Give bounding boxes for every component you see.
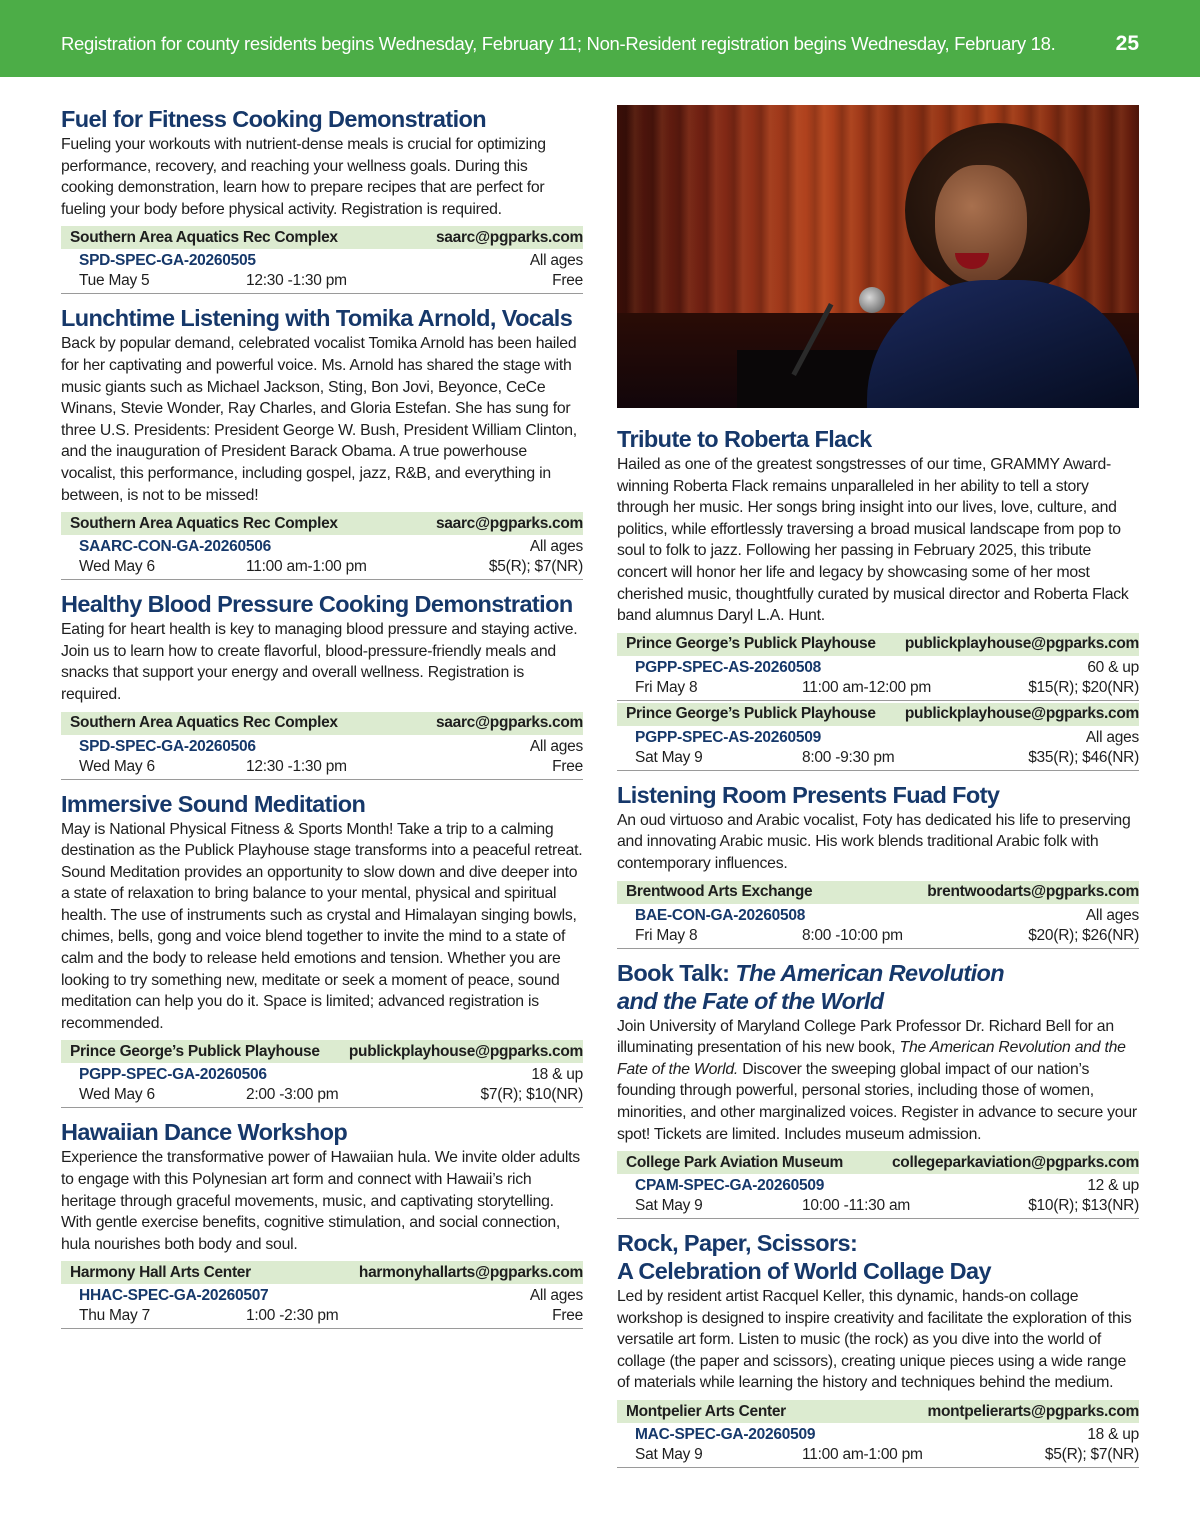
event-hawaiian-dance: [61, 1118, 583, 1329]
venue-name: College Park Aviation Museum: [626, 1153, 843, 1171]
header-bar: [0, 0, 1200, 77]
venue-name: Brentwood Arts Exchange: [626, 883, 813, 901]
microphone-icon: [859, 287, 885, 313]
venue-bar: [617, 881, 1139, 904]
venue-bar: [617, 1400, 1139, 1423]
desc-part1: Join University of Maryland College Park Professor Dr. Richard Bell for an illuminating presentation of his new book,: [617, 1017, 1114, 1057]
session-day: Fri May 8: [635, 678, 698, 696]
session-fee: $5(R); $7(NR): [488, 558, 583, 576]
venue-bar: [61, 712, 583, 735]
session-day: Tue May 5: [79, 272, 150, 290]
event-description: May is National Physical Fitness & Sports Month! Take a trip to a calming destination as the Publick Playhouse stage transforms into a peaceful retreat. Sound Meditation provides an opportunity to slow down and dive deeper into a state of relaxation to bring balance to your mental, physical and spiritual health. The use of instruments such as crystal and Himalayan singing bowls, chimes, bells, gong and voice blend together to invite the mind to a state of calm and the body to release held emotions and tension. Whether you are looking to try something new, meditate or seek a moment of peace, sound meditation can help you do it. Space is limited; advanced registration is recommended.: [61, 820, 583, 1032]
venue-bar: [617, 1151, 1139, 1174]
age-range: All ages: [529, 1287, 583, 1305]
age-range: 18 & up: [531, 1066, 583, 1084]
course-code: PGPP-SPEC-GA-20260506: [79, 1066, 267, 1084]
venue-bar: [61, 512, 583, 535]
venue-email-link[interactable]: publickplayhouse@pgparks.com: [904, 635, 1139, 653]
session-row: [61, 249, 583, 294]
event-description: [617, 1016, 1139, 1146]
desc-book-title: The American Revolution and the Fate of the World.: [617, 1039, 1126, 1078]
session-time: 1:00 -2:30 pm: [246, 1307, 339, 1325]
session-day: Wed May 6: [79, 558, 155, 576]
venue-email-link[interactable]: publickplayhouse@pgparks.com: [904, 705, 1139, 723]
session-row: [61, 1284, 583, 1329]
venue-name: Prince George’s Publick Playhouse: [626, 635, 876, 653]
event-healthy-blood-pressure: [61, 590, 583, 779]
venue-email-link[interactable]: saarc@pgparks.com: [435, 514, 583, 532]
right-column: [617, 105, 1139, 1478]
age-range: 12 & up: [1087, 1177, 1139, 1195]
course-code: PGPP-SPEC-AS-20260509: [635, 728, 822, 746]
course-code: MAC-SPEC-GA-20260509: [635, 1426, 816, 1444]
session-time: 12:30 -1:30 pm: [246, 757, 347, 775]
course-code: SPD-SPEC-GA-20260506: [79, 737, 256, 755]
event-title-line2: A Celebration of World Collage Day: [617, 1258, 991, 1285]
event-description: Led by resident artist Racquel Keller, this dynamic, hands-on collage workshop is designed to inspire creativity and facilitate the exploration of this versatile art form. Listen to music (the rock) as you dive into the world of collage (the paper and scissors), creating unique pieces using a wide range of materials while learning the history and techniques behind the medium.: [617, 1288, 1132, 1392]
session-row: [61, 735, 583, 780]
venue-bar: [61, 226, 583, 249]
venue-name: Harmony Hall Arts Center: [70, 1263, 251, 1281]
age-range: All ages: [529, 252, 583, 270]
page-number: 25: [1115, 32, 1139, 55]
session-fee: Free: [552, 1307, 583, 1325]
session-fee: $35(R); $46(NR): [1028, 748, 1139, 766]
venue-name: Southern Area Aquatics Rec Complex: [70, 514, 338, 532]
venue-name: Prince George’s Publick Playhouse: [70, 1042, 320, 1060]
age-range: All ages: [1085, 906, 1139, 924]
performer-photo: [617, 105, 1139, 408]
session-day: Fri May 8: [635, 926, 698, 944]
course-code: HHAC-SPEC-GA-20260507: [79, 1287, 269, 1305]
venue-email-link[interactable]: collegeparkaviation@pgparks.com: [891, 1153, 1139, 1171]
venue-email-link[interactable]: harmonyhallarts@pgparks.com: [358, 1263, 583, 1281]
event-title: Rock, Paper, Scissors:: [617, 1230, 858, 1257]
event-book-talk: [617, 959, 1139, 1220]
event-title-line2: [617, 987, 1139, 1015]
event-sound-meditation: [61, 790, 583, 1109]
event-title: Immersive Sound Meditation: [61, 790, 366, 817]
session-row: [617, 904, 1139, 949]
left-column: [61, 105, 583, 1339]
session-fee: $10(R); $13(NR): [1028, 1197, 1139, 1215]
venue-bar: [617, 703, 1139, 726]
age-range: All ages: [1085, 728, 1139, 746]
venue-email-link[interactable]: montpelierarts@pgparks.com: [927, 1402, 1139, 1420]
event-fuad-foty: [617, 781, 1139, 949]
venue-bar: [61, 1261, 583, 1284]
session-fee: $5(R); $7(NR): [1044, 1446, 1139, 1464]
session-day: Sat May 9: [635, 1197, 703, 1215]
venue-name: Southern Area Aquatics Rec Complex: [70, 714, 338, 731]
event-title: Listening Room Presents Fuad Foty: [617, 781, 1000, 808]
venue-name: Montpelier Arts Center: [626, 1402, 786, 1420]
session-fee: Free: [552, 757, 583, 775]
session-time: 11:00 am-1:00 pm: [802, 1446, 923, 1464]
session-day: Wed May 6: [79, 1086, 155, 1104]
event-description: Back by popular demand, celebrated vocalist Tomika Arnold has been hailed for her captivating and powerful voice. Ms. Arnold has shared the stage with music giants such as Michael Jackson, Sting, Bon Jovi, Beyonce, CeCe Winans, Stevie Wonder, Ray Charles, and Gloria Estefan. She has sung for three U.S. Presidents: President George W. Bush, President William Clinton, and the inauguration of President Barack Obama. A true powerhouse vocalist, this performance, including gospel, jazz, R&B, and everything in between, is not to be missed!: [61, 335, 577, 504]
event-title: Lunchtime Listening with Tomika Arnold, Vocals: [61, 305, 573, 332]
venue-bar: [617, 633, 1139, 656]
venue-email-link[interactable]: saarc@pgparks.com: [435, 228, 583, 246]
session-row: [617, 656, 1139, 701]
session-row: [617, 726, 1139, 771]
session-fee: $20(R); $26(NR): [1028, 926, 1139, 944]
session-day: Thu May 7: [79, 1307, 150, 1325]
session-time: 11:00 am-1:00 pm: [246, 558, 367, 576]
session-time: 11:00 am-12:00 pm: [802, 678, 932, 696]
age-range: All ages: [529, 538, 583, 556]
event-description: Fueling your workouts with nutrient-dense meals is crucial for optimizing performance, recovery, and reaching your wellness goals. During this cooking demonstration, learn how to prepare recipes that are perfect for fueling your body before physical activity. Registration is required.: [61, 136, 546, 218]
event-title: Hawaiian Dance Workshop: [61, 1119, 348, 1146]
event-title: Fuel for Fitness Cooking Demonstration: [61, 106, 487, 132]
desc-part2: Discover the sweeping global impact of our nation’s founding through powerful, personal stories, including those of women, minorities, and other marginalized voices. Register in advance to secure your spot! Tickets are limited. Includes museum admission.: [617, 1060, 1137, 1143]
age-range: 60 & up: [1087, 658, 1139, 676]
venue-email-link[interactable]: brentwoodarts@pgparks.com: [927, 883, 1139, 901]
venue-email-link[interactable]: publickplayhouse@pgparks.com: [348, 1042, 583, 1060]
session-time: 10:00 -11:30 am: [802, 1197, 910, 1215]
event-fuel-for-fitness: [61, 105, 583, 294]
event-description: Eating for heart health is key to managing blood pressure and staying active. Join us to learn how to create flavorful, blood-pressure-friendly meals and snacks that support your energy and overall wellness. Registration is required.: [61, 621, 578, 703]
session-row: [61, 1063, 583, 1108]
session-day: Sat May 9: [635, 748, 703, 766]
course-code: SPD-SPEC-GA-20260505: [79, 252, 256, 270]
session-fee: Free: [552, 272, 583, 290]
event-collage-day: [617, 1229, 1139, 1468]
book-title-line1: The American Revolution: [735, 959, 1005, 986]
book-title-line2: and the Fate of the World: [617, 987, 884, 1014]
course-code: PGPP-SPEC-AS-20260508: [635, 658, 822, 676]
registration-banner: Registration for county residents begins Wednesday, February 11; Non-Resident registration begins Wednesday, February 18.: [61, 33, 1056, 54]
session-day: Sat May 9: [635, 1446, 703, 1464]
session-time: 12:30 -1:30 pm: [246, 272, 347, 290]
venue-name: Prince George’s Publick Playhouse: [626, 705, 876, 723]
course-code: SAARC-CON-GA-20260506: [79, 538, 272, 556]
age-range: All ages: [529, 737, 583, 755]
event-title: Healthy Blood Pressure Cooking Demonstration: [61, 591, 573, 618]
session-time: 8:00 -9:30 pm: [802, 748, 895, 766]
event-description: Hailed as one of the greatest songstresses of our time, GRAMMY Award-winning Roberta Flack remains unparalleled in her ability to tell a story through her music. Her songs bring insight into our lives, love, culture, and politics, while effortlessly traversing a broad musical landscape from pop to soul to folk to jazz. Following her passing in February 2025, this tribute concert will honor her life and legacy by showcasing some of her most cherished music, thoughtfully curated by musical director and Roberta Flack band alumnus Daryl L.A. Hunt.: [617, 456, 1129, 625]
session-fee: $7(R); $10(NR): [480, 1086, 583, 1104]
venue-name: Southern Area Aquatics Rec Complex: [70, 228, 338, 246]
session-time: 2:00 -3:00 pm: [246, 1086, 339, 1104]
age-range: 18 & up: [1087, 1426, 1139, 1444]
event-description: An oud virtuoso and Arabic vocalist, Foty has dedicated his life to preserving and innovating Arabic music. His work blends traditional Arabic folk with contemporary influences.: [617, 811, 1131, 872]
venue-bar: [61, 1040, 583, 1063]
event-description: Experience the transformative power of Hawaiian hula. We invite older adults to engage with this Polynesian art form and connect with Hawaii’s rich heritage through graceful movements, music, and captivating storytelling. With gentle exercise benefits, cognitive stimulation, and social connection, hula nourishes both body and soul.: [61, 1149, 580, 1253]
session-row: [61, 535, 583, 580]
session-row: [617, 1423, 1139, 1468]
event-title: Tribute to Roberta Flack: [617, 426, 872, 452]
session-fee: $15(R); $20(NR): [1028, 678, 1139, 696]
title-prefix: Book Talk:: [617, 959, 736, 986]
course-code: BAE-CON-GA-20260508: [635, 906, 806, 924]
session-day: Wed May 6: [79, 757, 155, 775]
session-time: 8:00 -10:00 pm: [802, 926, 903, 944]
event-lunchtime-listening: [61, 304, 583, 580]
event-roberta-flack: [617, 425, 1139, 771]
venue-email-link[interactable]: saarc@pgparks.com: [435, 714, 583, 731]
event-title: [617, 959, 1139, 987]
session-row: [617, 1174, 1139, 1219]
course-code: CPAM-SPEC-GA-20260509: [635, 1177, 825, 1195]
